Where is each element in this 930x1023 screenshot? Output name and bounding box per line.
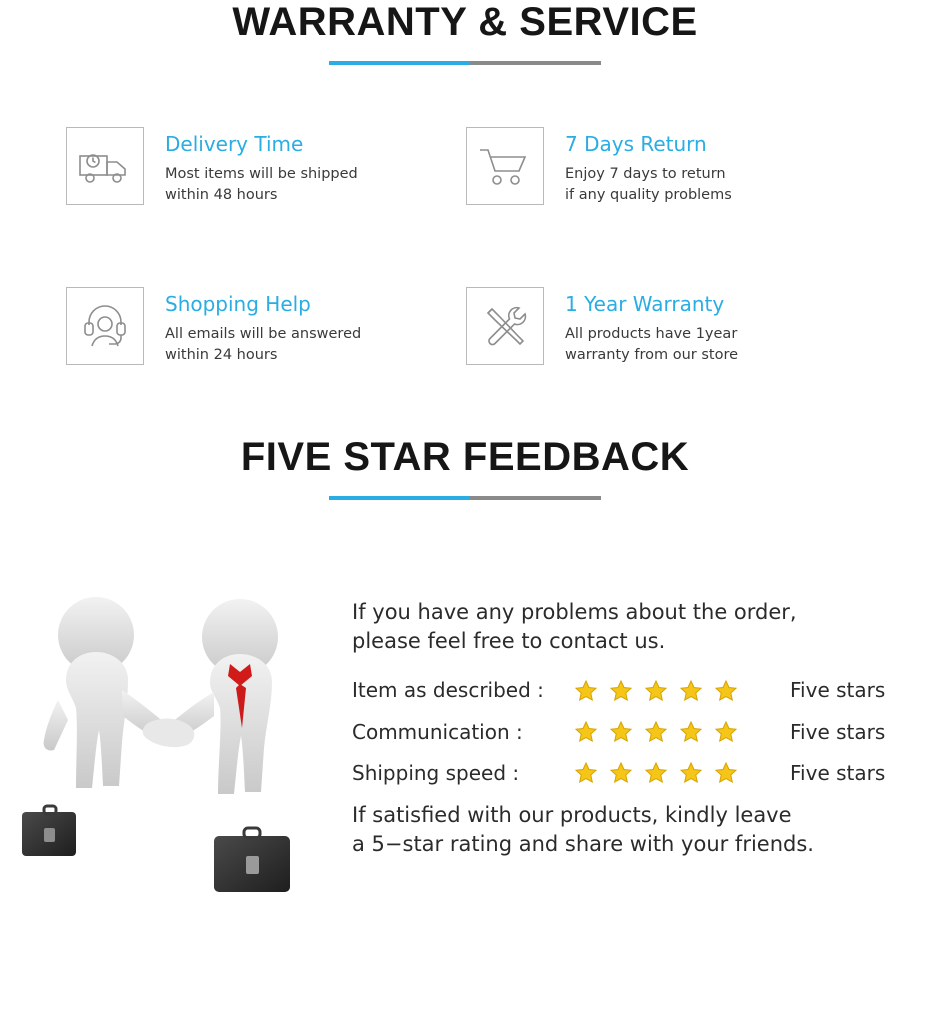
feedback-outro-line: a 5−star rating and share with your friends. [352,831,814,856]
star-icon [644,720,668,744]
feature-line: within 48 hours [165,186,278,203]
star-icon [679,679,703,703]
feature-grid [0,127,930,365]
feature-line: Most items will be shipped [165,166,358,182]
rating-value: Five stars [790,678,886,703]
feature-text [165,287,361,365]
feature-line: All emails will be answered [165,326,362,343]
star-icon [714,761,738,785]
feature-line: warranty from our store [565,346,739,363]
star-icon [574,761,598,785]
feature-line: Enjoy 7 days to return [565,166,726,182]
feedback-title: FIVE STAR FEEDBACK [240,435,690,480]
handshake-businessmen-icon [0,540,352,940]
feature-text [565,287,738,365]
star-icon [679,761,703,785]
feedback-intro-line: please feel free to contact us. [352,628,666,653]
feature-text [565,127,732,205]
star-rating [574,679,766,703]
feedback-body [0,540,930,940]
feedback-section [0,435,930,940]
tools-wrench-screwdriver-icon [466,287,544,365]
star-icon [574,720,598,744]
feature-one-year-warranty [466,287,866,365]
star-rating [574,720,766,744]
star-icon [714,679,738,703]
feature-text [165,127,358,205]
feature-shopping-help [66,287,466,365]
rating-list [352,677,885,787]
divider-secondary [470,61,601,65]
rating-value: Five stars [790,719,886,744]
feature-line: if any quality problems [565,186,732,203]
rating-label: Item as described : [352,678,544,703]
star-icon [609,720,633,744]
feature-delivery-time [66,127,466,205]
divider-accent [329,496,470,500]
feedback-intro-line: If you have any problems about the order, [352,600,797,625]
divider-accent [329,61,470,65]
rating-row [352,719,885,746]
rating-label: Communication : [352,719,523,744]
feature-seven-days-return [466,127,866,205]
warranty-title-divider [329,61,601,65]
shopping-cart-icon [466,127,544,205]
divider-secondary [470,496,601,500]
star-icon [644,761,668,785]
warranty-section [0,0,930,365]
feedback-outro-line: If satisfied with our products, kindly leave [352,802,792,827]
feature-title: Shopping Help [165,292,311,317]
rating-row [352,677,885,704]
star-icon [644,679,668,703]
delivery-truck-icon [66,127,144,205]
feature-title: 7 Days Return [565,132,707,156]
star-icon [609,679,633,703]
star-icon [609,761,633,785]
feature-line: All products have 1year [565,326,738,343]
feedback-title-divider [329,496,601,500]
rating-value: Five stars [790,760,886,785]
warranty-title: WARRANTY & SERVICE [232,0,698,44]
feature-title: 1 Year Warranty [565,292,725,317]
star-icon [714,720,738,744]
feature-line: within 24 hours [165,346,278,363]
star-icon [574,679,598,703]
feedback-intro [352,598,885,655]
headset-support-icon [66,287,144,365]
star-icon [679,720,703,744]
feedback-outro [352,801,885,858]
star-rating [574,761,766,785]
feature-title: Delivery Time [165,132,304,156]
rating-row [352,760,885,787]
feedback-text-column [352,540,885,858]
rating-label: Shipping speed : [352,760,520,785]
